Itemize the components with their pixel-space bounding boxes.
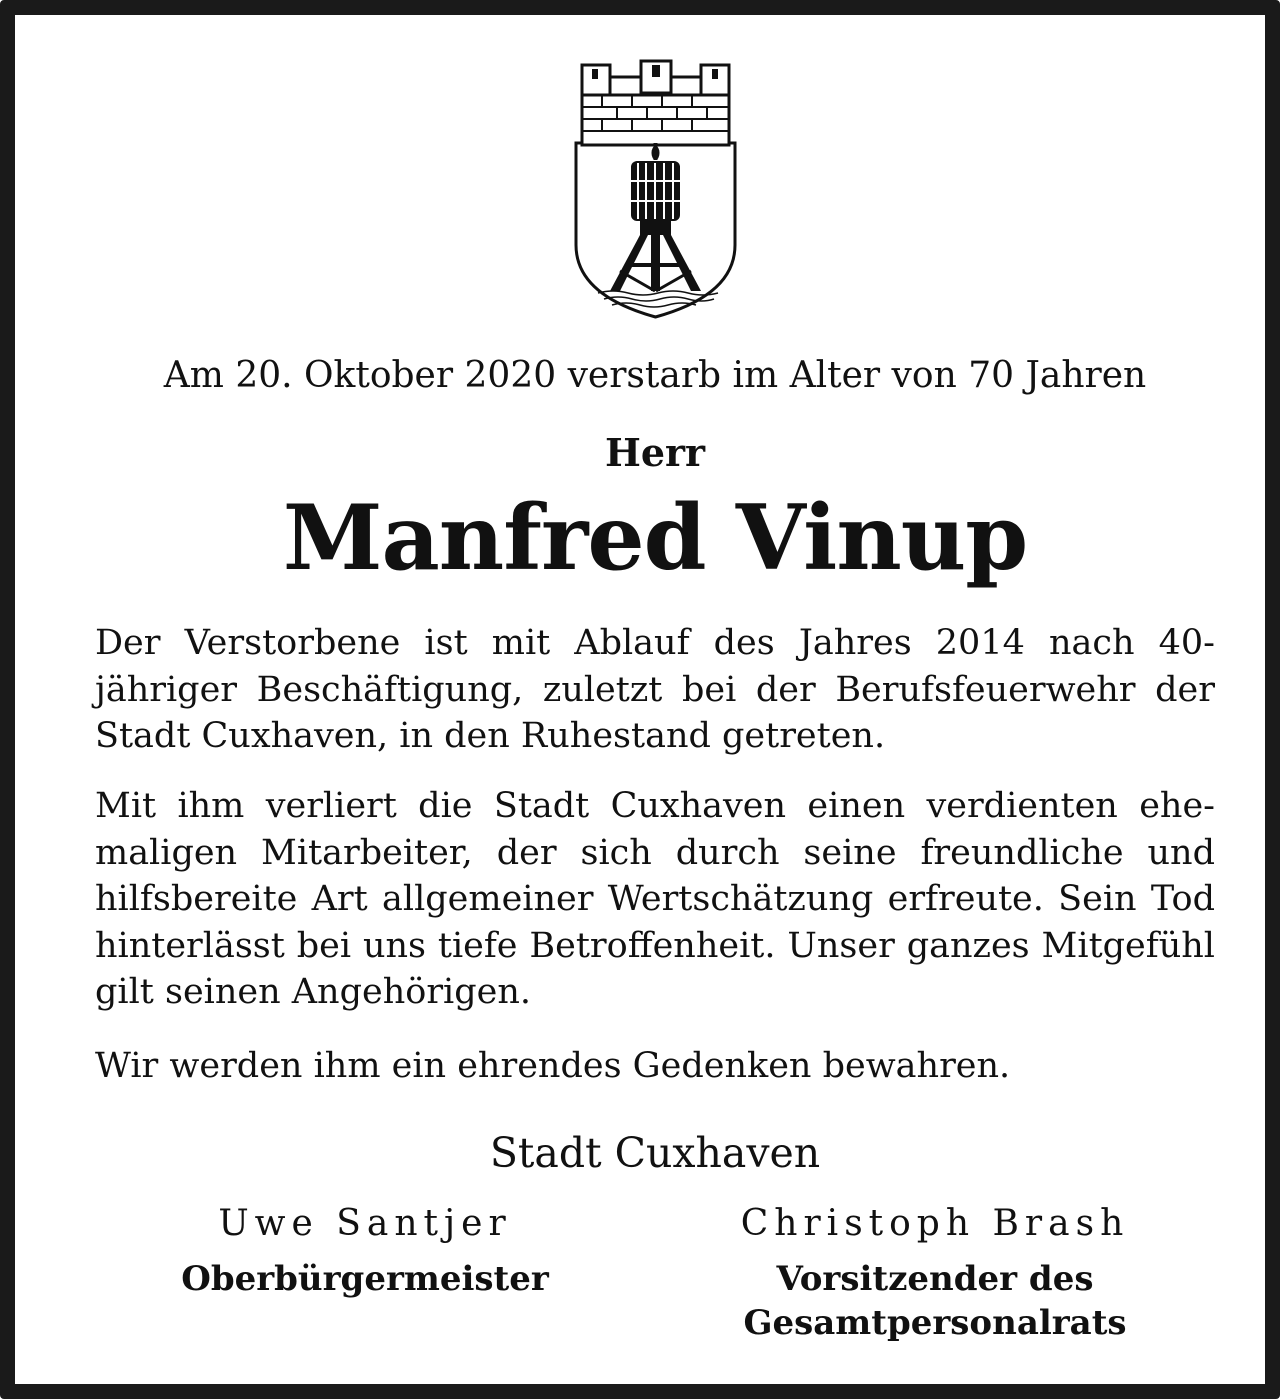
signer-mayor <box>95 1199 635 1301</box>
paragraph-remembrance: Wir werden ihm ein ehrendes Gedenken bewahren. <box>95 1046 1011 1086</box>
signer-role: Oberbürgermeister <box>181 1259 549 1299</box>
paragraph-retirement: Der Verstorbene ist mit Ablauf des Jahres 2014 nach 40-jähriger Beschäftigung, zuletzt bei der Berufsfeuerwehr der Stadt Cuxhaven, in den Ruhestand getreten. <box>95 623 1215 756</box>
cuxhaven-coat-of-arms-icon <box>568 55 743 320</box>
signer-name: Christoph Brash <box>740 1203 1130 1244</box>
signer-name: Uwe Santjer <box>218 1203 512 1244</box>
salutation: Herr <box>604 430 706 475</box>
signer-role: Vorsitzender des Gesamtpersonalrats <box>743 1259 1127 1343</box>
death-announcement-line: Am 20. Oktober 2020 verstarb im Alter von 70 Jahren <box>163 355 1147 396</box>
organization-name: Stadt Cuxhaven <box>489 1129 821 1177</box>
signer-council-chair <box>665 1199 1205 1345</box>
paragraph-tribute: Mit ihm verliert die Stadt Cuxhaven einen verdienten ehemaligen Mitarbeiter, der sich durch seine freundliche und hilfsbereite Art allgemeiner Wertschätzung erfreute. Sein Tod hinterlässt bei uns tiefe Betroffenheit. Unser ganzes Mitgefühl gilt seinen Angehörigen. <box>95 786 1215 1012</box>
deceased-name: Manfred Vinup <box>282 485 1028 591</box>
